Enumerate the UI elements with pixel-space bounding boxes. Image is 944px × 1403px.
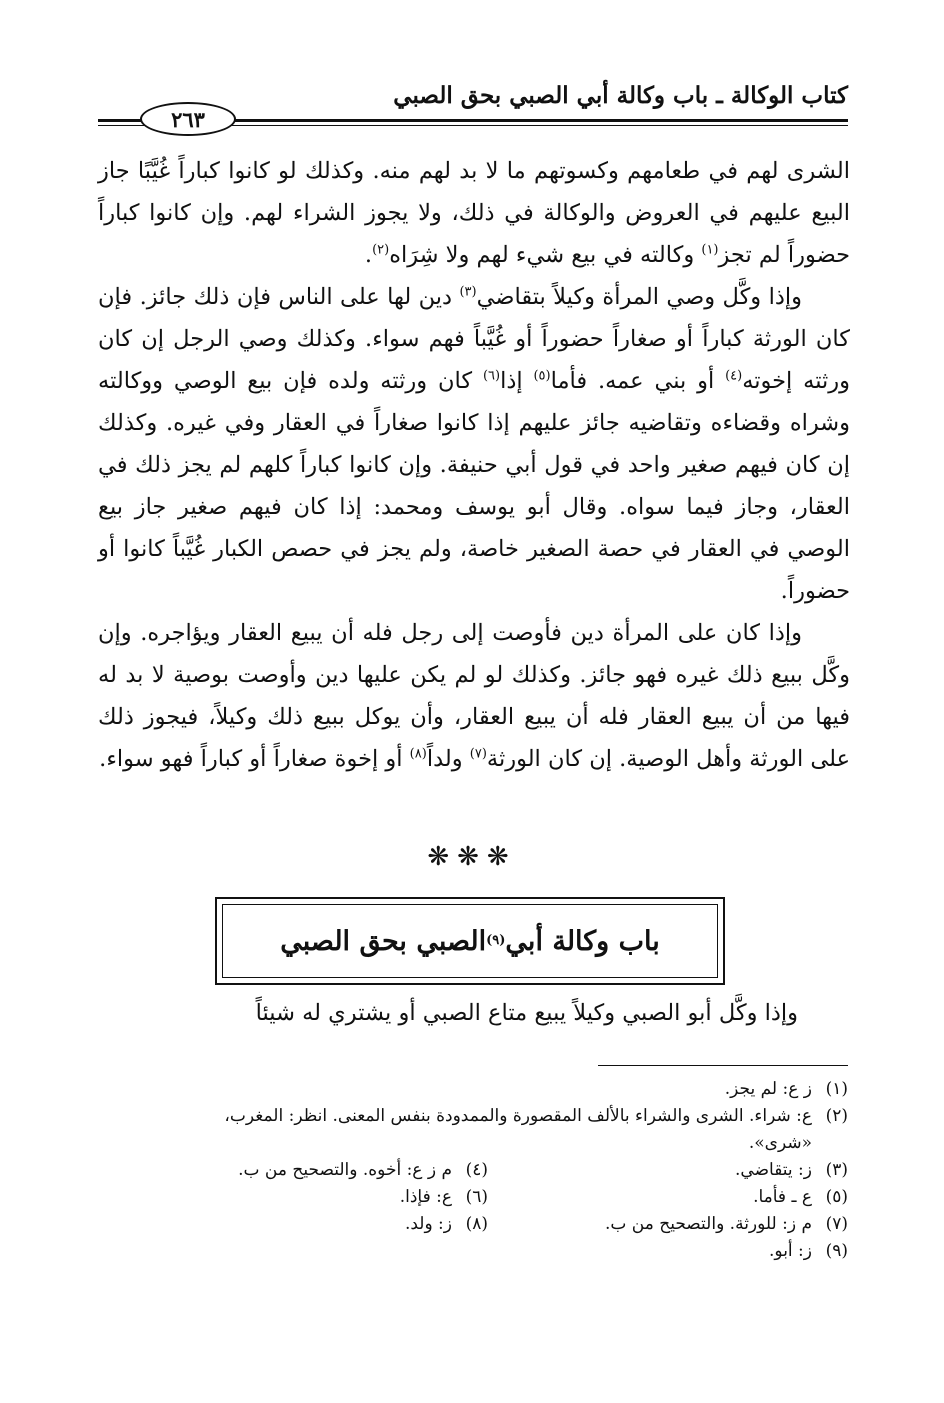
footnote-ref-6: (٦) [482, 368, 501, 384]
footnote-text: ع ـ فأما. [753, 1187, 812, 1207]
footnote-number: (٨) [465, 1214, 488, 1234]
footnote-text: م ز ع: أخوه. والتصحيح من ب. [238, 1160, 452, 1180]
page-number-oval [140, 102, 236, 136]
paragraph-3 [98, 612, 850, 780]
paragraph-2-text-b: دين لها على الناس فإن ذلك جائز. فإن كان الورثة كباراً أو صغاراً حضوراً أو غُيَّباً فهم سواء. وكذلك وصي الرجل إن كان ورثته إخوته [98, 284, 851, 394]
footnote-number: (٤) [465, 1160, 488, 1180]
footnote-8 [128, 1211, 488, 1238]
paragraph-3-text-a: وإذا كان على المرأة دين فأوصت إلى رجل فله أن يبيع العقار ويؤاجره. وإن وكَّل ببيع ذلك غيره فهو جائز. وكذلك لو لم يكن عليها دين وأوصت بوصية لا بد له فيها من أن يبيع العقار فله أن يبيع العقار، وأن يوكل ببيع ذلك وكيلاً، فيجوز ذلك على الورثة وأهل الوصية. إن كان الورثة [98, 620, 850, 772]
footnote-number: (٩) [825, 1241, 848, 1261]
main-text [98, 150, 850, 780]
footnote-ref-4: (٤) [725, 368, 743, 384]
chapter-heading-text-b: الصبي بحق الصبي [280, 925, 487, 957]
footnote-text: ز ع: لم يجز. [724, 1079, 812, 1099]
footnote-ref-7: (٧) [469, 746, 487, 762]
chapter-first-line: وإذا وكَّل أبو الصبي وكيلاً يبيع متاع الصبي أو يشتري له شيئاً [255, 1000, 798, 1026]
page-header [98, 78, 848, 138]
footnote-number: (٥) [825, 1187, 848, 1207]
footnote-4 [128, 1157, 488, 1184]
paragraph-1-text-b: وكالته في بيع شيء لهم ولا شِرَاه [389, 242, 702, 268]
footnote-number: (٧) [825, 1214, 848, 1234]
footnote-5 [488, 1184, 848, 1211]
footnote-row [94, 1211, 848, 1238]
footnote-number: (١) [825, 1079, 848, 1099]
paragraph-1 [98, 150, 850, 276]
running-title: كتاب الوكالة ـ باب وكالة أبي الصبي بحق الصبي [393, 82, 848, 109]
paragraph-3-text-b: ولداً [426, 746, 470, 772]
footnotes [94, 1076, 848, 1265]
chapter-heading: باب وكالة أبي (٩) الصبي بحق الصبي [280, 925, 660, 957]
footnote-row [94, 1157, 848, 1184]
footnote-number: (٦) [465, 1187, 488, 1207]
footnote-3 [488, 1157, 848, 1184]
footnote-text: ع: فإذا. [399, 1187, 452, 1207]
footnote-ref-5: (٥) [533, 368, 551, 384]
footnote-2 [94, 1103, 848, 1130]
paragraph-2-text-d: إذا [500, 368, 534, 394]
paragraph-2-text-c: أو بني عمه. فأما [550, 368, 726, 394]
paragraph-1-text-c: . [364, 242, 373, 268]
footnote-text: ع: شراء. الشرى والشراء بالألف المقصورة والممدودة بنفس المعنى. انظر: المغرب، [224, 1106, 812, 1126]
footnote-row [94, 1184, 848, 1211]
footnote-1 [94, 1076, 848, 1103]
footnote-number: (٣) [825, 1160, 848, 1180]
chapter-heading-text-a: باب وكالة أبي [505, 925, 660, 957]
footnote-ref-3: (٣) [459, 284, 477, 300]
footnote-2-continuation: «شرى». [748, 1133, 812, 1153]
footnote-text: م ز: للورثة. والتصحيح من ب. [604, 1214, 812, 1234]
paragraph-2-text-e: كان ورثته ولده فإن بيع الوصي ووكالته وشراه وقضاءه وتقاضيه جائز عليهم إذا كانوا صغاراً في العقار وفي غيره. وكذلك إن كان فيهم صغير واحد في قول أبي حنيفة. وإن كانوا كباراً كلهم لم يجز ذلك في العقار، وجاز فيما سواه. وقال أبو يوسف ومحمد: إذا كان فيهم صغير جاز بيع الوصي في العقار في حصة الصغير خاصة، ولم يجز في حصص الكبار غُيَّباً كانوا أو حضوراً. [98, 368, 850, 604]
footnote-text: ز: يتقاضي. [735, 1160, 812, 1180]
footnote-rule [598, 1065, 848, 1066]
paragraph-2 [98, 276, 850, 612]
section-separator: ❋❋❋ [427, 842, 517, 872]
footnote-ref-8: (٨) [409, 746, 427, 762]
footnote-6 [128, 1184, 488, 1211]
paragraph-1-text-a: الشرى لهم في طعامهم وكسوتهم ما لا بد لهم منه. وكذلك لو كانوا كباراً غُيَّبًا جاز البيع عليهم في العروض والوكالة في ذلك، ولا يجوز الشراء لهم. وإن كانوا كباراً حضوراً لم تجز [98, 158, 850, 268]
page-number: ٢٦٣ [171, 106, 205, 132]
footnote-7 [488, 1211, 848, 1238]
footnote-text: ز: أبو. [769, 1241, 812, 1261]
footnote-9 [94, 1238, 848, 1265]
footnote-ref-2: (٢) [372, 242, 390, 258]
paragraph-2-text-a: وإذا وكَّل وصي المرأة وكيلاً بتقاضي [476, 284, 802, 310]
footnote-number: (٢) [825, 1106, 848, 1126]
footnote-ref-1: (١) [701, 242, 719, 258]
paragraph-3-text-c: أو إخوة صغاراً أو كباراً فهو سواء. [99, 746, 410, 772]
chapter-title-frame [215, 897, 725, 985]
footnote-text: ز: ولد. [404, 1214, 452, 1234]
